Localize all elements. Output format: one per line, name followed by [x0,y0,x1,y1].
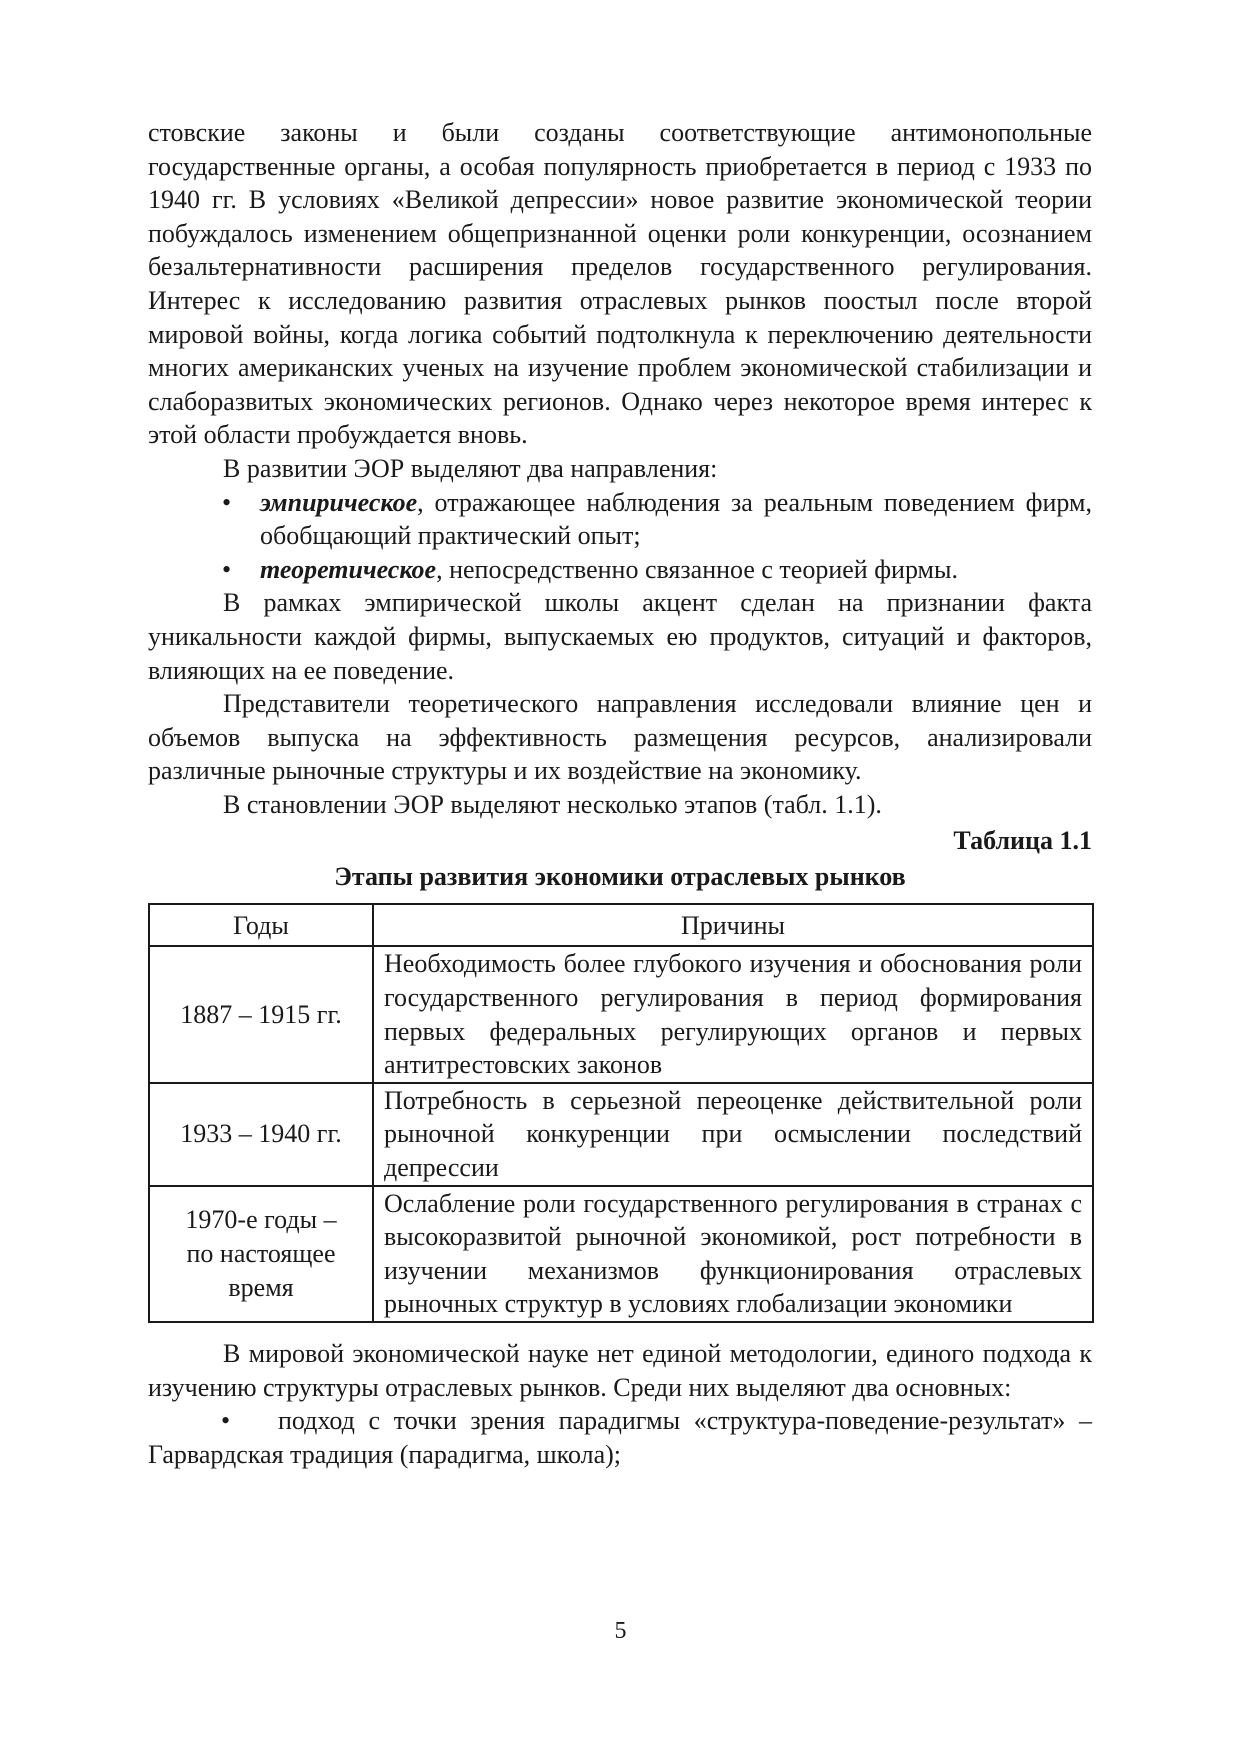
table-row [149,1083,1093,1186]
cell-reason: Ослабление роли государственного регулирования в странах с высокоразвитой рыночной экономикой, рост потребности в изучении механизмов функционирования отраслевых рыночных структур в условиях глобализации экономики [373,1186,1093,1322]
term-empirical: эмпирическое [260,487,418,517]
paragraph-stages-intro: В становлении ЭОР выделяют несколько этапов (табл. 1.1). [223,789,882,819]
term-theoretical: теоретическое [260,554,437,584]
bullet-icon: • [222,554,232,584]
page-body [148,116,1092,1471]
column-header-years: Годы [149,904,373,946]
paragraph-continued: стовские законы и были созданы соответствующие антимонопольные государственные органы, а особая популярность приобретается в период с 1933 по 1940 гг. В условиях «Великой депрессии» новое развитие экономической теории побуждалось изменением общепризнанной оценки роли конкуренции, осознанием безальтернативности расширения пределов государственного регулирования. Интерес к исследованию развития отраслевых рынков поостыл после второй мировой войны, когда логика событий подтолкнула к переключению деятельности многих американских ученых на изучение проблем экономической стабилизации и слаборазвитых экономических регионов. Однако через некоторое время интерес к этой области пробуждается вновь. [148,118,1092,450]
table-number: Таблица 1.1 [953,826,1092,856]
cell-reason: Необходимость более глубокого изучения и обоснования роли государственного регулирования в период формирования первых федеральных регулирующих органов и первых антитрестовских законов [373,946,1093,1082]
list-item [148,553,1092,587]
paragraph-empirical-school: В рамках эмпирической школы акцент сделан на признании факта уникальности каждой фирмы, выпускаемых ею продуктов, ситуаций и факторов, влияющих на ее поведение. [148,588,1092,685]
directions-list [148,486,1092,587]
table-title: Этапы развития экономики отраслевых рынков [334,862,906,892]
bullet-icon: • [222,487,232,517]
list-item-text: , непосредственно связанное с теорией фирмы. [436,554,958,584]
cell-years: 1887 – 1915 гг. [149,946,373,1082]
page-number: 5 [614,1618,627,1644]
cell-years: 1970-е годы – по настоящее время [149,1186,373,1322]
cell-reason: Потребность в серьезной переоценке действительной роли рыночной конкуренции при осмыслении последствий депрессии [373,1083,1093,1186]
table-row [149,1186,1093,1322]
approach-item [148,1404,1092,1471]
stages-table [148,903,1094,1323]
list-item-text: , отражающее наблюдения за реальным поведением фирм, обобщающий практический опыт; [260,487,1092,551]
cell-years: 1933 – 1940 гг. [149,1083,373,1186]
list-item [148,486,1092,553]
paragraph-methodology: В мировой экономической науке нет единой методологии, единого подхода к изучению структуры отраслевых рынков. Среди них выделяют два основных: [148,1339,1092,1402]
paragraph-directions-intro: В развитии ЭОР выделяют два направления: [223,453,718,483]
table-header-row [149,904,1093,946]
bullet-icon: • [221,1406,231,1436]
paragraph-theoretical-school: Представители теоретического направления исследовали влияние цен и объемов выпуска на эффективность размещения ресурсов, анализировали различные рыночные структуры и их воздействие на экономику. [148,689,1092,786]
table-row [149,946,1093,1082]
column-header-reasons: Причины [373,904,1093,946]
approach-text: подход с точки зрения парадигмы «структура-поведение-результат» – Гарвардская традиция (парадигма, школа); [148,1406,1092,1469]
